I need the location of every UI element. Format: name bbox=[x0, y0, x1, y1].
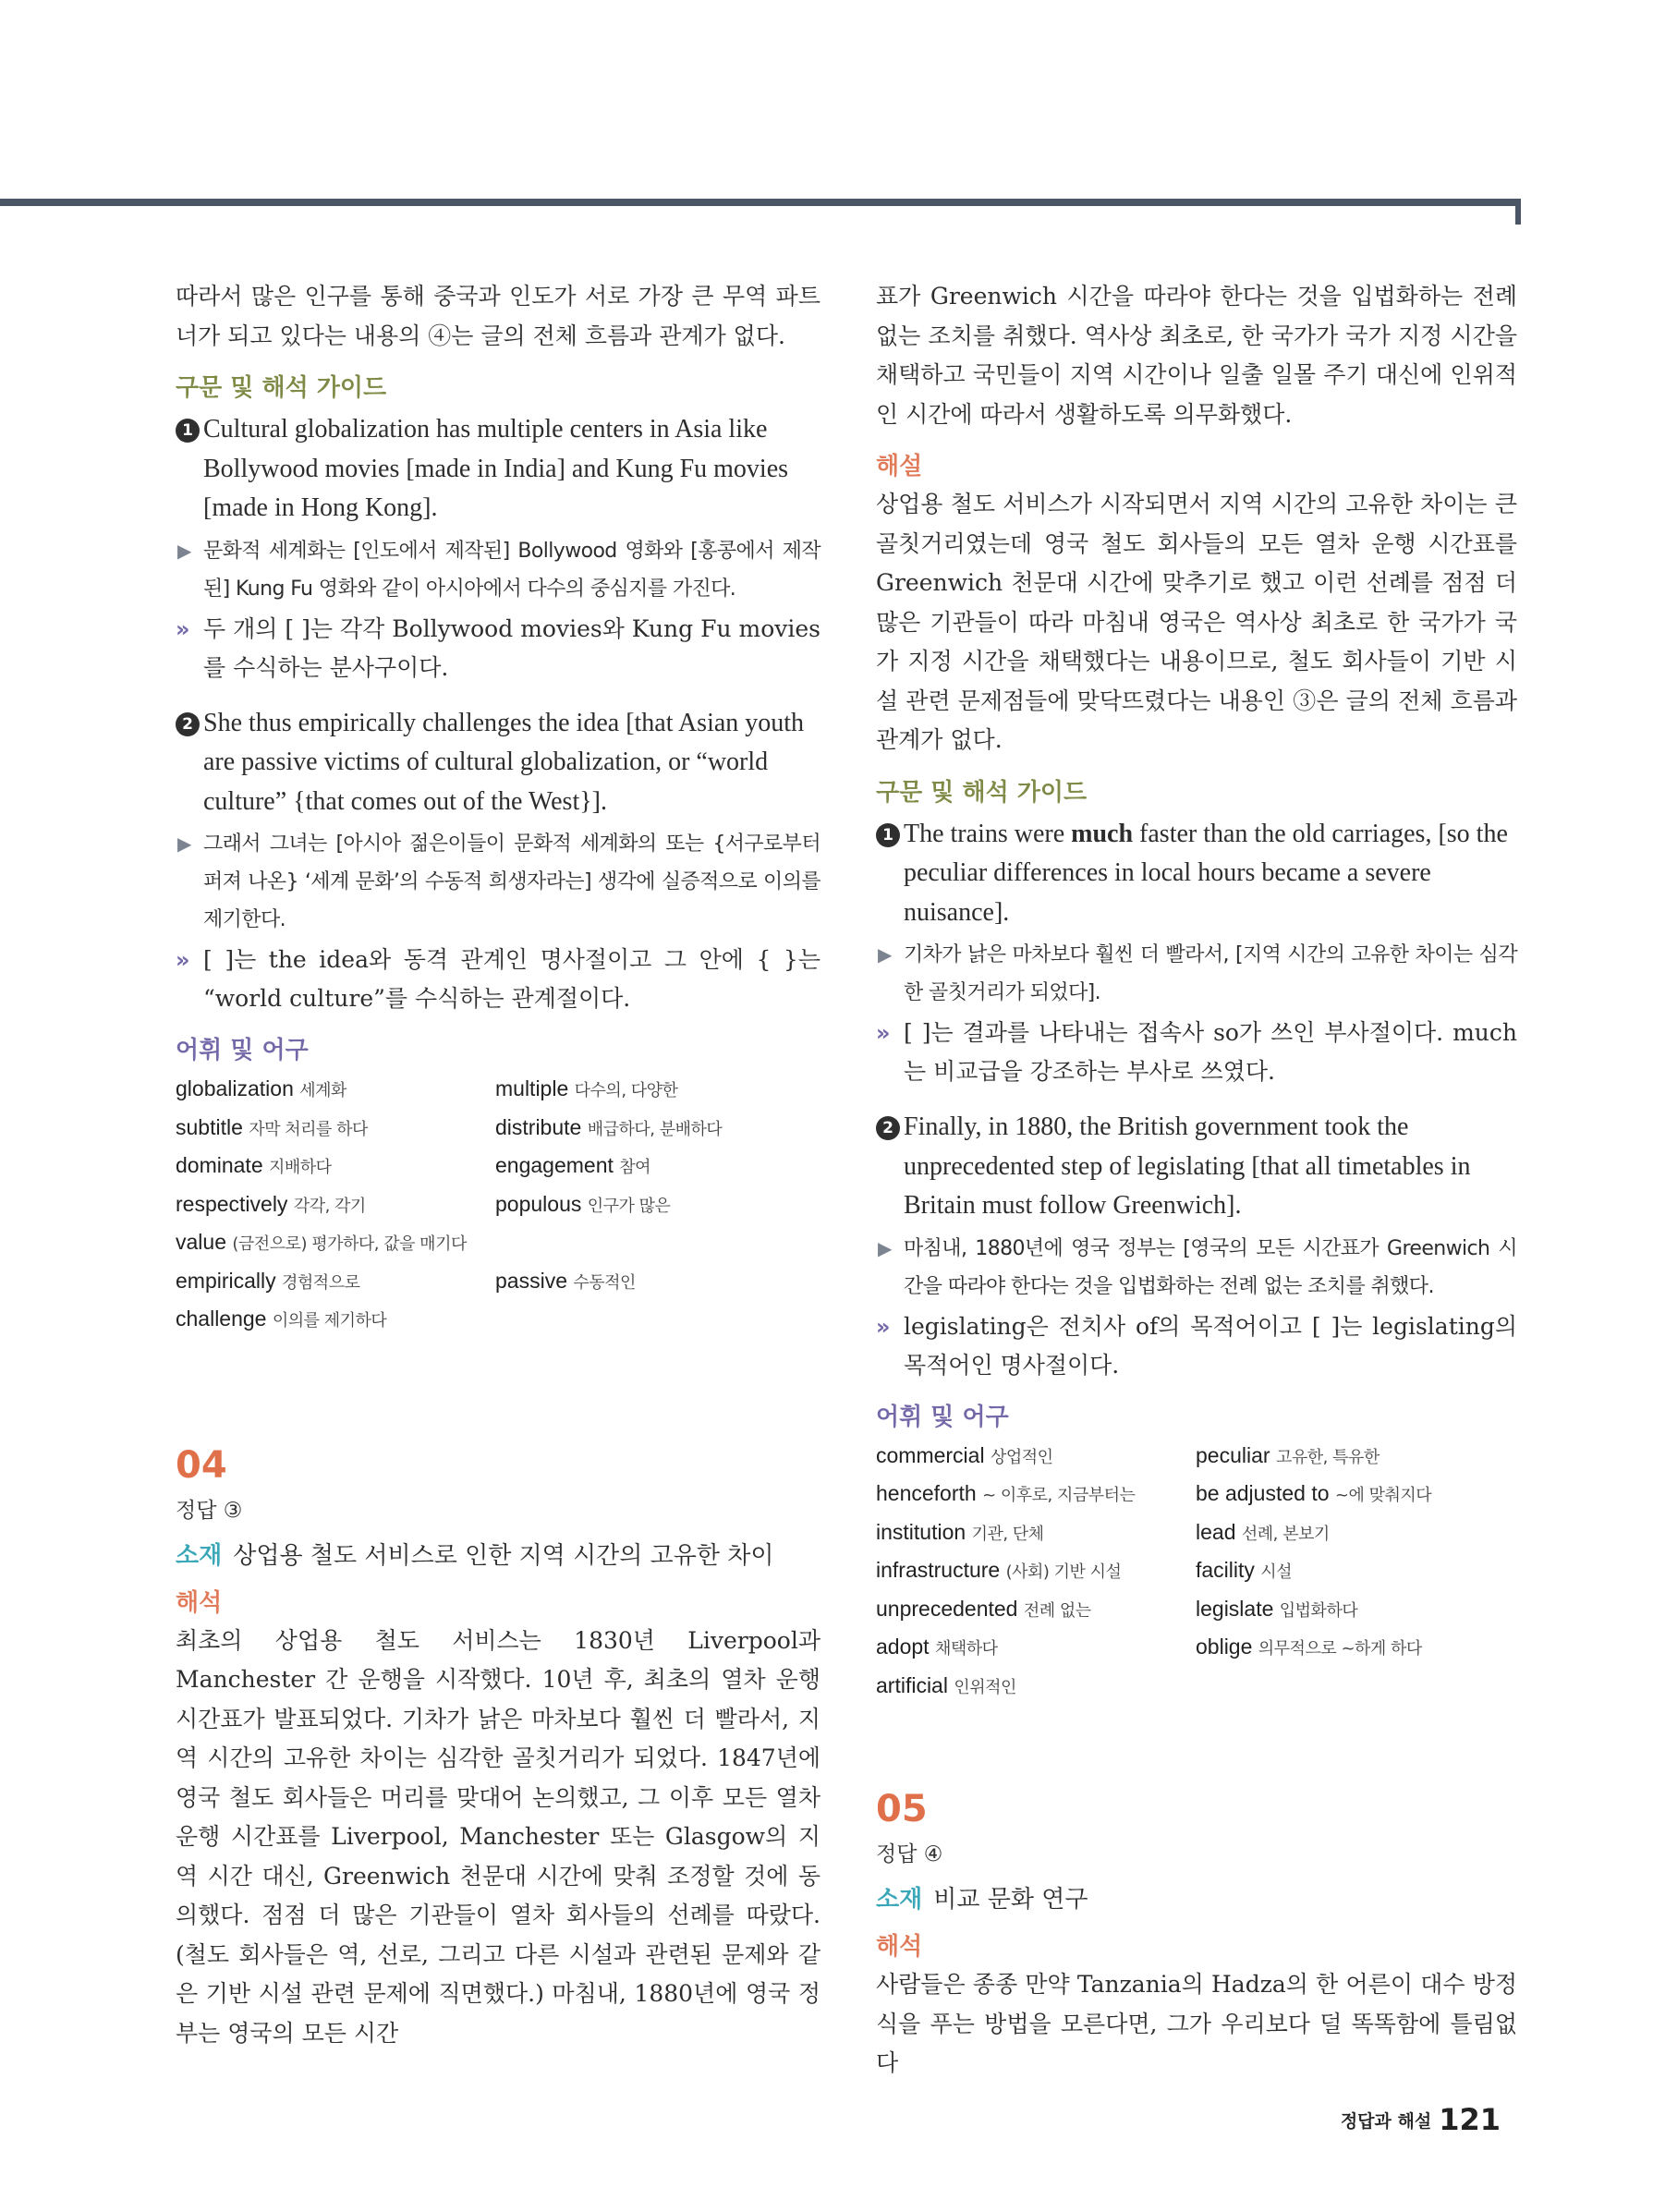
page-footer bbox=[1341, 2102, 1501, 2137]
vocab-list bbox=[176, 1071, 820, 1340]
grammar-note bbox=[176, 941, 820, 1018]
sentence-item bbox=[176, 704, 820, 822]
answer-label: 정답 ④ bbox=[876, 1842, 943, 1866]
item-number: 1 bbox=[176, 419, 200, 443]
vocab-entry: infrastructure (사회) 기반 시설 bbox=[876, 1558, 1122, 1582]
vocab-entry: respectively 각각, 각기 bbox=[176, 1191, 366, 1216]
vocab-heading: 어휘 및 어구 bbox=[876, 1403, 1009, 1431]
note-text: 두 개의 [ ]는 각각 Bollywood movies와 Kung Fu movies를 수식하는 분사구이다. bbox=[203, 614, 820, 681]
explanation-paragraph: 상업용 철도 서비스가 시작되면서 지역 시간의 고유한 차이는 큰 골칫거리였는데 영국 철도 회사들의 모든 열차 운행 시간표를 Greenwich 천문대 시간에 맞추기로 했고 이런 선례를 점점 더 많은 기관들이 따라 마침내 영국은 역사상 최초로 한 국가가 국가 지정 시간을 채택했다는 내용이므로, 철도 회사들이 기반 시설 관련 문제점들에 맞닥뜨렸다는 내용인 ③은 글의 전체 흐름과 관계가 없다. bbox=[876, 491, 1517, 753]
grammar-note bbox=[876, 1307, 1517, 1385]
english-sentence: Finally, in 1880, the British government took the unprecedented step of legislating [that all timetables in Britain must follow Greenwich]. bbox=[904, 1112, 1471, 1220]
vocab-entry: populous 인구가 많은 bbox=[495, 1191, 671, 1216]
triangle-icon: ▶ bbox=[177, 833, 191, 855]
item-number: 2 bbox=[176, 712, 200, 736]
triangle-icon: ▶ bbox=[878, 1236, 892, 1259]
vocab-entry: oblige 의무적으로 ~하게 하다 bbox=[1196, 1635, 1422, 1659]
translation-paragraph: 최초의 상업용 철도 서비스는 1830년 Liverpool과 Manchester 간 운행을 시작했다. 10년 후, 최초의 열차 운행 시간표가 발표되었다. 기차가 낡은 마차보다 훨씬 더 빨라서, 지역 시간의 고유한 차이는 심각한 골칫거리가 되었다. 1847년에 영국 철도 회사들은 머리를 맞대어 논의했고, 그 이후 모든 열차 운행 시간표를 Liverpool, Manchester 또는 Glasgow의 지역 시간 대신, Greenwich 천문대 시간에 맞춰 조정할 것에 동의했다. 점점 더 많은 기관들이 열차 회사들의 선례를 따랐다. (철도 회사들은 역, 선로, 그리고 다른 시설과 관련된 문제와 같은 기반 시설 관련 문제에 직면했다.) 마침내, 1880년에 영국 정부는 영국의 모든 시간 bbox=[176, 1626, 820, 2047]
intro-paragraph: 따라서 많은 인구를 통해 중국과 인도가 서로 가장 큰 무역 파트너가 되고 있다는 내용의 ④는 글의 전체 흐름과 관계가 없다. bbox=[176, 283, 820, 349]
vocab-entry: facility 시설 bbox=[1196, 1558, 1293, 1582]
left-column bbox=[176, 277, 820, 2053]
answer-label: 정답 ③ bbox=[176, 1498, 243, 1523]
haeseok-heading: 해석 bbox=[176, 1588, 223, 1617]
page-number: 121 bbox=[1439, 2102, 1501, 2137]
double-chevron-icon: » bbox=[876, 1020, 885, 1046]
item-number: 1 bbox=[876, 823, 900, 847]
item-number: 2 bbox=[876, 1116, 900, 1140]
top-rule bbox=[0, 199, 1521, 206]
footer-label: 정답과 해설 bbox=[1340, 2110, 1432, 2132]
grammar-note bbox=[176, 610, 820, 687]
vocab-entry: value (금전으로) 평가하다, 값을 매기다 bbox=[176, 1230, 467, 1254]
continued-paragraph: 표가 Greenwich 시간을 따라야 한다는 것을 입법화하는 전례 없는 조치를 취했다. 역사상 최초로, 한 국가가 국가 지정 시간을 채택하고 국민들이 지역 시간이나 일출 일몰 주기 대신에 인위적인 시간에 따라서 생활하도록 의무화했다. bbox=[876, 283, 1517, 428]
translation bbox=[176, 532, 820, 608]
note-text: legislating은 전치사 of의 목적어이고 [ ]는 legislating의 목적어인 명사절이다. bbox=[904, 1312, 1517, 1379]
translation-text: 마침내, 1880년에 영국 정부는 [영국의 모든 시간표가 Greenwich 시간을 따라야 한다는 것을 입법화하는 전례 없는 조치를 취했다. bbox=[904, 1236, 1517, 1298]
topic-line bbox=[176, 1537, 820, 1571]
topic-text: 상업용 철도 서비스로 인한 지역 시간의 고유한 차이 bbox=[233, 1541, 774, 1570]
question-number: 05 bbox=[876, 1788, 928, 1830]
translation bbox=[876, 936, 1517, 1012]
sentence-item bbox=[176, 410, 820, 529]
top-rule-tick bbox=[1515, 199, 1521, 225]
vocab-entry: empirically 경험적으로 bbox=[176, 1268, 360, 1293]
vocab-entry: multiple 다수의, 다양한 bbox=[495, 1076, 678, 1100]
translation bbox=[176, 825, 820, 939]
topic-label: 소재 bbox=[876, 1886, 923, 1914]
translation-text: 문화적 세계화는 [인도에서 제작된] Bollywood 영화와 [홍콩에서 제작된] Kung Fu 영화와 같이 아시아에서 다수의 중심지를 가진다. bbox=[203, 539, 820, 601]
translation-text: 그래서 그녀는 [아시아 젊은이들이 문화적 세계화의 또는 {서구로부터 퍼져 나온} ‘세계 문화’의 수동적 희생자라는] 생각에 실증적으로 이의를 제기한다. bbox=[203, 833, 820, 931]
translation-paragraph: 사람들은 종종 만약 Tanzania의 Hadza의 한 어른이 대수 방정식을 푸는 방법을 모른다면, 그가 우리보다 덜 똑똑함에 틀림없다 bbox=[876, 1971, 1517, 2076]
emphasis-word: much bbox=[1071, 819, 1134, 848]
triangle-icon: ▶ bbox=[878, 943, 892, 966]
question-number: 04 bbox=[176, 1443, 227, 1487]
vocab-entry: globalization 세계화 bbox=[176, 1076, 346, 1100]
vocab-entry: commercial 상업적인 bbox=[876, 1442, 1053, 1467]
english-sentence: The trains were much faster than the old carriages, [so the peculiar differences in local hours became a severe nuisance]. bbox=[904, 819, 1508, 927]
guide-heading: 구문 및 해석 가이드 bbox=[176, 374, 387, 402]
sentence-item bbox=[876, 815, 1517, 933]
vocab-entry: be adjusted to ~에 맞춰지다 bbox=[1196, 1481, 1432, 1505]
question-04 bbox=[176, 1445, 820, 2054]
vocab-entry: peculiar 고유한, 특유한 bbox=[1196, 1442, 1380, 1467]
question-05 bbox=[876, 1789, 1517, 2084]
vocab-entry: distribute 배급하다, 분배하다 bbox=[495, 1114, 723, 1139]
english-sentence: She thus empirically challenges the idea [that Asian youth are passive victims of cultural globalization, or “world culture” {that comes out of the West}]. bbox=[203, 708, 805, 816]
english-sentence: Cultural globalization has multiple centers in Asia like Bollywood movies [made in India] and Kung Fu movies [made in Hong Kong]. bbox=[203, 415, 789, 522]
sentence-item bbox=[876, 1108, 1517, 1226]
vocab-entry: dominate 지배하다 bbox=[176, 1153, 332, 1177]
translation-text: 기차가 낡은 마차보다 훨씬 더 빨라서, [지역 시간의 고유한 차이는 심각한 골칫거리가 되었다]. bbox=[904, 943, 1517, 1004]
vocab-entry: henceforth ~ 이후로, 지금부터는 bbox=[876, 1481, 1136, 1505]
vocab-list bbox=[876, 1438, 1517, 1707]
vocab-entry: lead 선례, 본보기 bbox=[1196, 1519, 1330, 1544]
vocab-entry: engagement 참여 bbox=[495, 1153, 651, 1177]
vocab-entry: institution 기관, 단체 bbox=[876, 1519, 1044, 1544]
topic-line bbox=[876, 1880, 1517, 1914]
vocab-entry: legislate 입법화하다 bbox=[1196, 1596, 1358, 1621]
grammar-note bbox=[876, 1014, 1517, 1091]
vocab-entry: passive 수동적인 bbox=[495, 1268, 636, 1293]
note-text: [ ]는 the idea와 동격 관계인 명사절이고 그 안에 { }는 “world culture”를 수식하는 관계절이다. bbox=[203, 946, 820, 1012]
topic-text: 비교 문화 연구 bbox=[933, 1886, 1088, 1914]
double-chevron-icon: » bbox=[876, 1313, 885, 1340]
note-text: [ ]는 결과를 나타내는 접속사 so가 쓰인 부사절이다. much는 비교급을 강조하는 부사로 쓰였다. bbox=[904, 1019, 1517, 1085]
vocab-heading: 어휘 및 어구 bbox=[176, 1037, 309, 1064]
double-chevron-icon: » bbox=[176, 947, 185, 973]
triangle-icon: ▶ bbox=[177, 539, 191, 562]
haeseok-heading: 해석 bbox=[876, 1933, 923, 1961]
vocab-entry: unprecedented 전례 없는 bbox=[876, 1596, 1091, 1621]
vocab-entry: adopt 채택하다 bbox=[876, 1635, 998, 1659]
vocab-entry: subtitle 자막 처리를 하다 bbox=[176, 1114, 368, 1139]
vocab-entry: artificial 인위적인 bbox=[876, 1672, 1016, 1697]
topic-label: 소재 bbox=[176, 1541, 223, 1570]
right-column bbox=[876, 277, 1517, 2084]
translation bbox=[876, 1230, 1517, 1306]
haeseol-heading: 해설 bbox=[876, 453, 923, 480]
guide-heading: 구문 및 해석 가이드 bbox=[876, 778, 1088, 807]
double-chevron-icon: » bbox=[176, 615, 185, 642]
vocab-entry: challenge 이의를 제기하다 bbox=[176, 1307, 387, 1331]
